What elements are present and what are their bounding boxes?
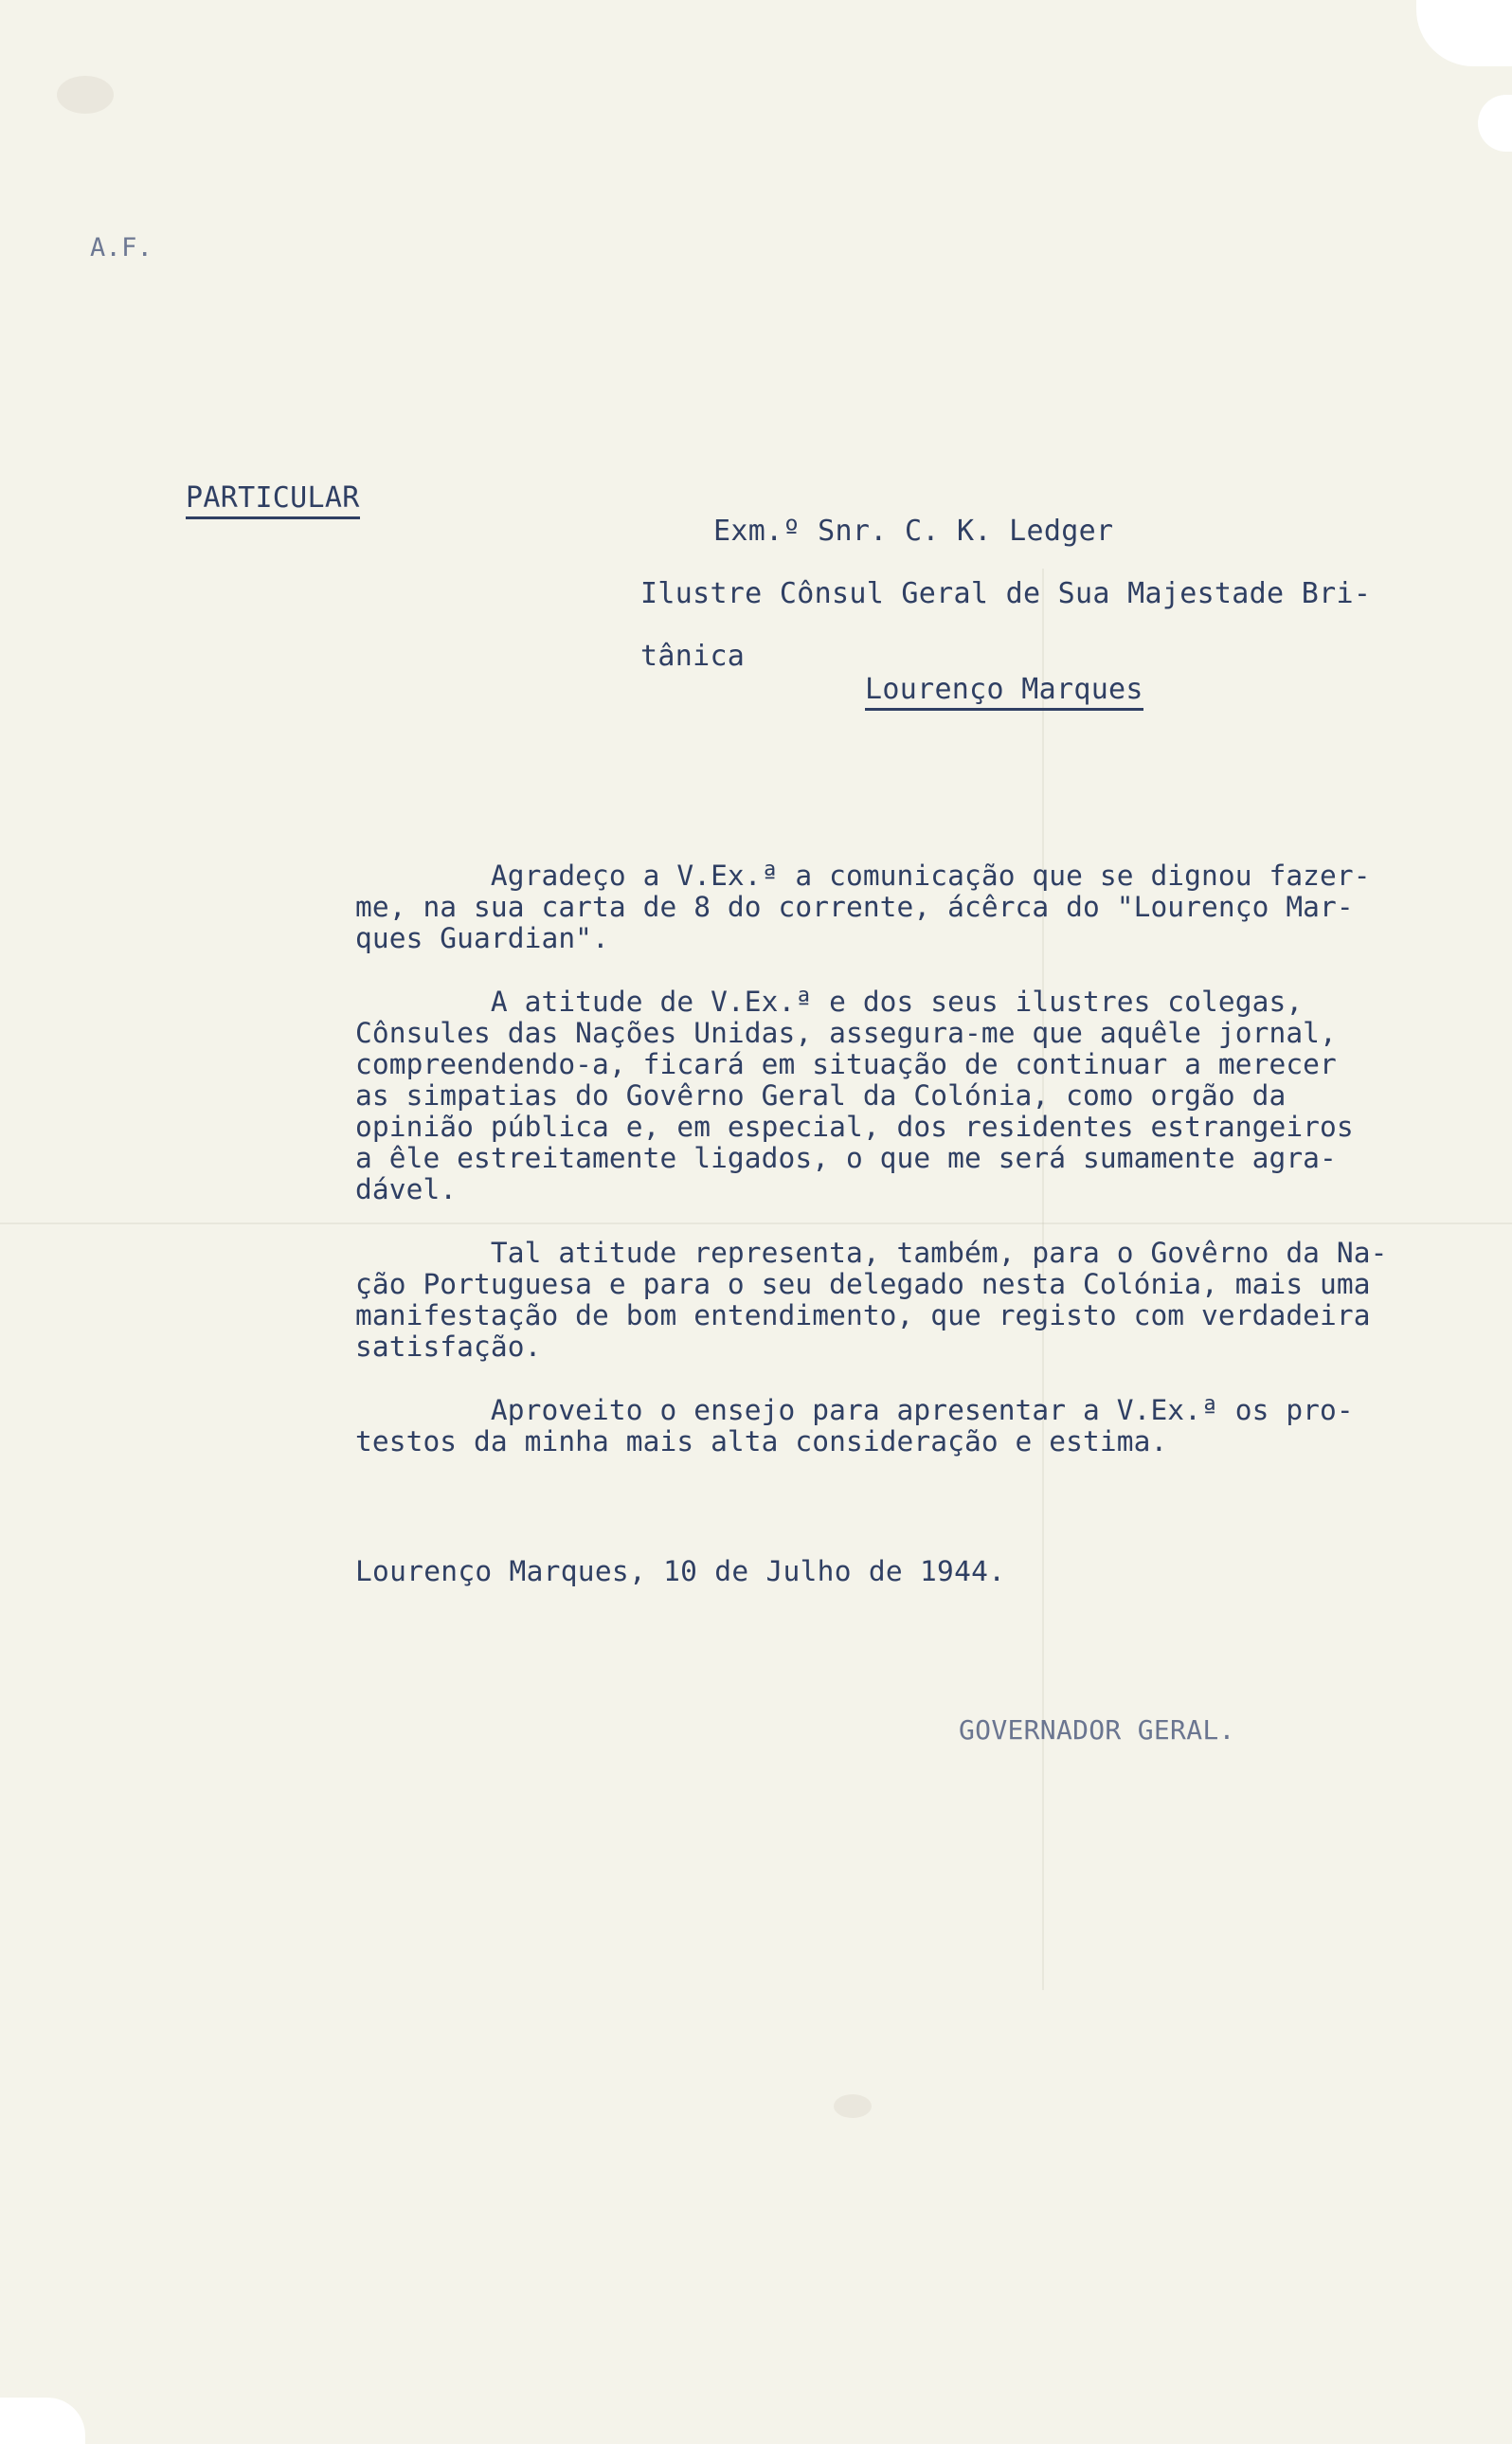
classification-label <box>186 481 360 515</box>
addressee-place-text: Lourenço Marques <box>865 673 1143 711</box>
body-line: Aproveito o ensejo para apresentar a V.Ex.ª os pro- <box>355 1394 1354 1426</box>
paper-stain <box>834 2094 872 2118</box>
body-line: dável. <box>355 1173 458 1205</box>
body-line: ção Portuguesa e para o seu delegado nesta Colónia, mais uma <box>355 1268 1371 1300</box>
date-line: Lourenço Marques, 10 de Julho de 1944. <box>355 1555 1006 1587</box>
body-line: ques Guardian". <box>355 922 609 954</box>
classification-text: PARTICULAR <box>186 481 360 519</box>
body-line: as simpatias do Govêrno Geral da Colónia, como orgão da <box>355 1079 1287 1112</box>
addressee-place <box>865 673 1143 706</box>
torn-corner-bottom-left <box>0 2398 85 2444</box>
torn-edge-right <box>1478 95 1512 152</box>
body-line: manifestação de bom entendimento, que registo com verdadeira <box>355 1299 1371 1331</box>
body-line: satisfação. <box>355 1331 542 1363</box>
body-line: me, na sua carta de 8 do corrente, ácêrca do "Lourenço Mar- <box>355 891 1354 923</box>
addressee-name: Exm.º Snr. C. K. Ledger <box>713 515 1114 548</box>
body-line: opinião pública e, em especial, dos residentes estrangeiros <box>355 1111 1354 1143</box>
addressee-title-continued: tânica <box>640 640 746 673</box>
body-line: testos da minha mais alta consideração e estima. <box>355 1425 1168 1457</box>
signature-block: GOVERNADOR GERAL. <box>959 1714 1235 1746</box>
paper-stain <box>57 76 114 114</box>
body-line: Cônsules das Nações Unidas, assegura-me que aquêle jornal, <box>355 1017 1337 1049</box>
body-line: Agradeço a V.Ex.ª a comunicação que se dignou fazer- <box>355 860 1371 892</box>
torn-corner-top-right <box>1416 0 1512 66</box>
body-line: A atitude de V.Ex.ª e dos seus ilustres colegas, <box>355 986 1304 1018</box>
body-line: Tal atitude representa, também, para o Govêrno da Na- <box>355 1237 1388 1269</box>
header-initials: A.F. <box>90 233 153 263</box>
paper-fold-horizontal <box>0 1222 1512 1224</box>
addressee-title: Ilustre Cônsul Geral de Sua Majestade Bri- <box>640 577 1372 610</box>
body-line: compreendendo-a, ficará em situação de continuar a merecer <box>355 1048 1337 1080</box>
body-line: a êle estreitamente ligados, o que me será sumamente agra- <box>355 1142 1337 1174</box>
